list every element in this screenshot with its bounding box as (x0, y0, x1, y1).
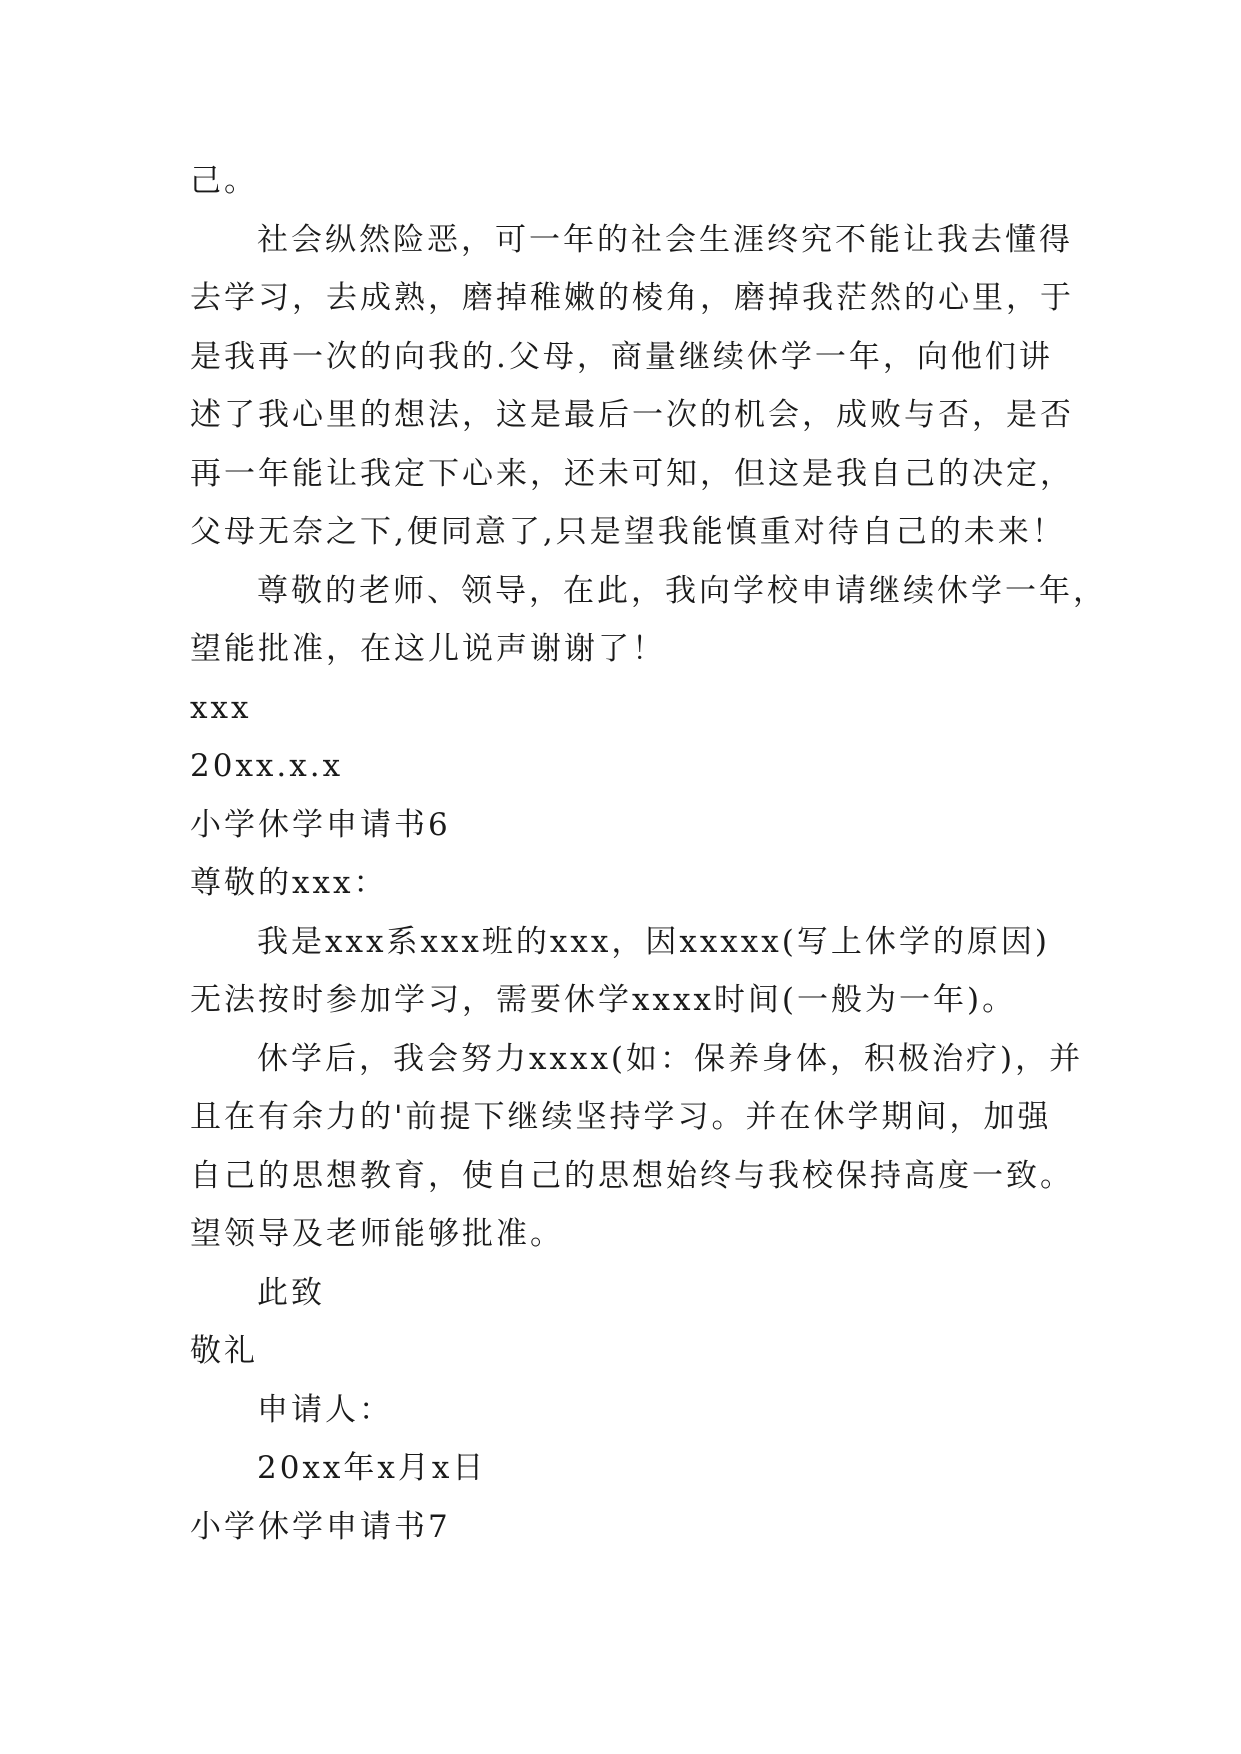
text-line: 且在有余力的'前提下继续坚持学习。并在休学期间，加强 (190, 1099, 1052, 1135)
text-line: 父母无奈之下,便同意了,只是望我能慎重对待自己的未来！ (190, 514, 1066, 550)
text-line: 望领导及老师能够批准。 (190, 1216, 564, 1252)
text-line: 己。 (190, 163, 258, 199)
text-line: 是我再一次的向我的.父母，商量继续休学一年，向他们讲 (190, 338, 1053, 375)
applicant-label: 申请人： (257, 1391, 393, 1428)
text-line: 去学习，去成熟，磨掉稚嫩的棱角，磨掉我茫然的心里，于 (190, 280, 1074, 316)
text-line: 休学后，我会努力xxxx(如：保养身体，积极治疗)，并 (257, 1040, 1084, 1077)
closing-line: 敬礼 (190, 1333, 258, 1369)
signature-date: 20xx.x.x (190, 748, 344, 784)
text-line: 再一年能让我定下心来，还未可知，但这是我自己的决定， (190, 455, 1074, 492)
document-body (190, 152, 1107, 1556)
closing-line: 此致 (257, 1274, 325, 1311)
text-line: 我是xxx系xxx班的xxx，因xxxxx(写上休学的原因) (257, 923, 1050, 960)
application-date: 20xx年x月x日 (257, 1450, 487, 1486)
text-line: 述了我心里的想法，这是最后一次的机会，成败与否，是否 (190, 397, 1074, 433)
text-line: 尊敬的老师、领导，在此，我向学校申请继续休学一年， (257, 572, 1107, 609)
salutation: 尊敬的xxx： (190, 865, 388, 901)
text-line: 望能批准，在这儿说声谢谢了！ (190, 631, 666, 667)
text-line: 自己的思想教育，使自己的思想始终与我校保持高度一致。 (190, 1157, 1074, 1194)
signature-name: xxx (190, 689, 252, 726)
section-heading: 小学休学申请书6 (190, 806, 451, 843)
section-heading: 小学休学申请书7 (190, 1508, 451, 1545)
text-line: 社会纵然险恶，可一年的社会生涯终究不能让我去懂得 (257, 221, 1073, 258)
text-line: 无法按时参加学习，需要休学xxxx时间(一般为一年)。 (190, 982, 1017, 1018)
